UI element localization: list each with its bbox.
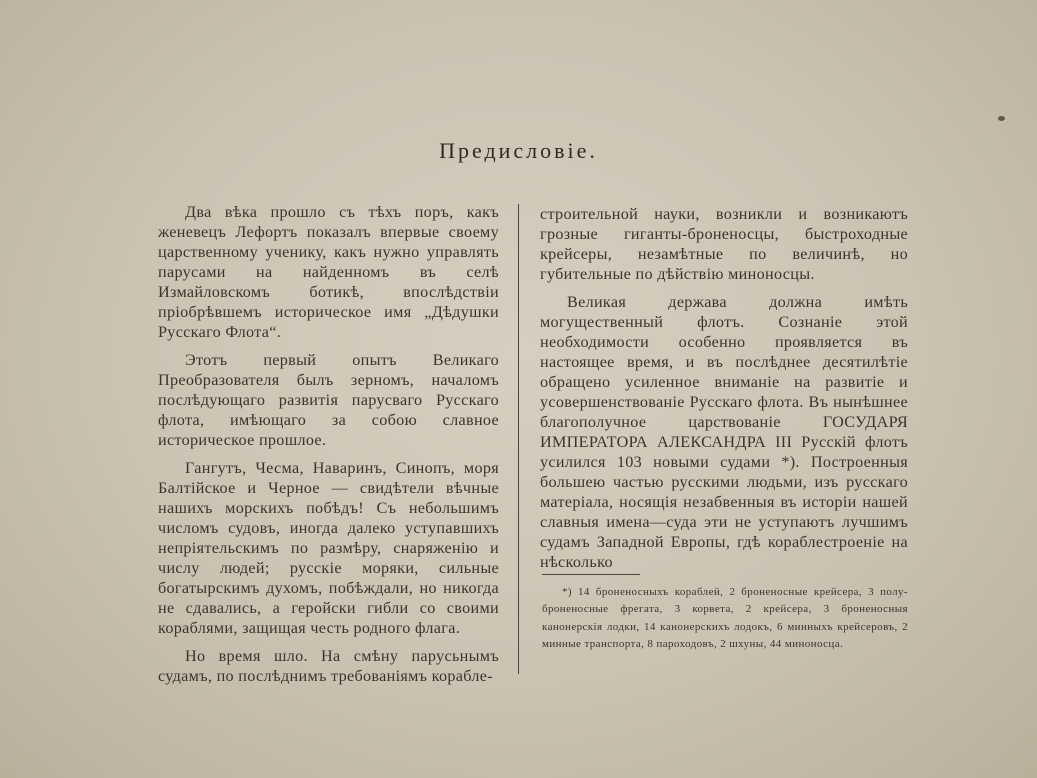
footnote	[542, 584, 908, 653]
footnote-text: *) 14 броненосныхъ кораблей, 2 броненосные крейсера, 3 полу-броненосные фрегата, 3 корвета, 2 крейсера, 3 броненосныя канонерскiя лодки, 14 канонерскихъ лодокъ, 6 минныхъ крейсеровъ, 2 минные транспорта, 8 пароходовъ, 2 шхуны, 44 миноносца.	[542, 586, 908, 650]
paragraph: Два вѣка прошло съ тѣхъ поръ, какъ женевецъ Лефортъ показалъ впервые своему царственному ученику, какъ нужно управлять парусами на найденномъ въ селѣ Измайловскомъ ботикѣ, впослѣдствiи прiобрѣвшемъ историческое имя „Дѣдушки Русскаго Флота“.	[158, 203, 499, 341]
page-title: Предисловiе.	[439, 138, 598, 163]
paragraph: Этотъ первый опытъ Великаго Преобразователя былъ зерномъ, началомъ послѣдующаго развитiя парусваго Русскаго флота, имѣющаго за собою славное историческое прошлое.	[158, 351, 499, 449]
paragraph: Великая держава должна имѣть могущественный флотъ. Сознанiе этой необходимости особенно проявляется въ настоящее время, и въ послѣднее десятилѣтiе обращено усиленное вниманiе на развитiе и усовершенствованiе Русскаго флота. Въ нынѣшнее благополучное царствованiе ГОСУДАРЯ ИМПЕРАТОРА АЛЕКСАНДРА III Русскiй флотъ усилился 103 новыми судами *). Построенныя большею частью русскими людьми, изъ русскаго матерiала, носящiя незабвенныя въ исторiи нашей славныя имена—суда эти не уступаютъ лучшимъ судамъ Западной Европы, гдѣ кораблестроенiе на нѣсколько	[540, 293, 908, 571]
footnote-rule	[542, 574, 640, 575]
left-column	[158, 202, 499, 694]
right-column	[540, 204, 908, 580]
paragraph: Гангутъ, Чесма, Наваринъ, Синопъ, моря Балтiйское и Черное — свидѣтели вѣчные нашихъ морскихъ побѣдъ! Съ небольшимъ числомъ судовъ, иногда далеко уступавшихъ непрiятельскимъ по размѣру, снаряженiю и числу людей; русскiе моряки, сильные богатырскимъ духомъ, побѣждали, но никогда не сдавались, а геройски гибли со своими кораблями, защищая честь родного флага.	[158, 459, 499, 637]
column-divider	[518, 204, 519, 674]
paragraph: Но время шло. На смѣну парусьнымъ судамъ, по послѣднимъ требованiямъ корабле-	[158, 647, 499, 685]
ink-mark	[998, 116, 1005, 121]
paragraph-continuation: строительной науки, возникли и возникаютъ грозные гиганты-броненосцы, быстроходные крейсеры, незамѣтные по величинѣ, но губительные по дѣйствiю миноносцы.	[540, 205, 908, 283]
